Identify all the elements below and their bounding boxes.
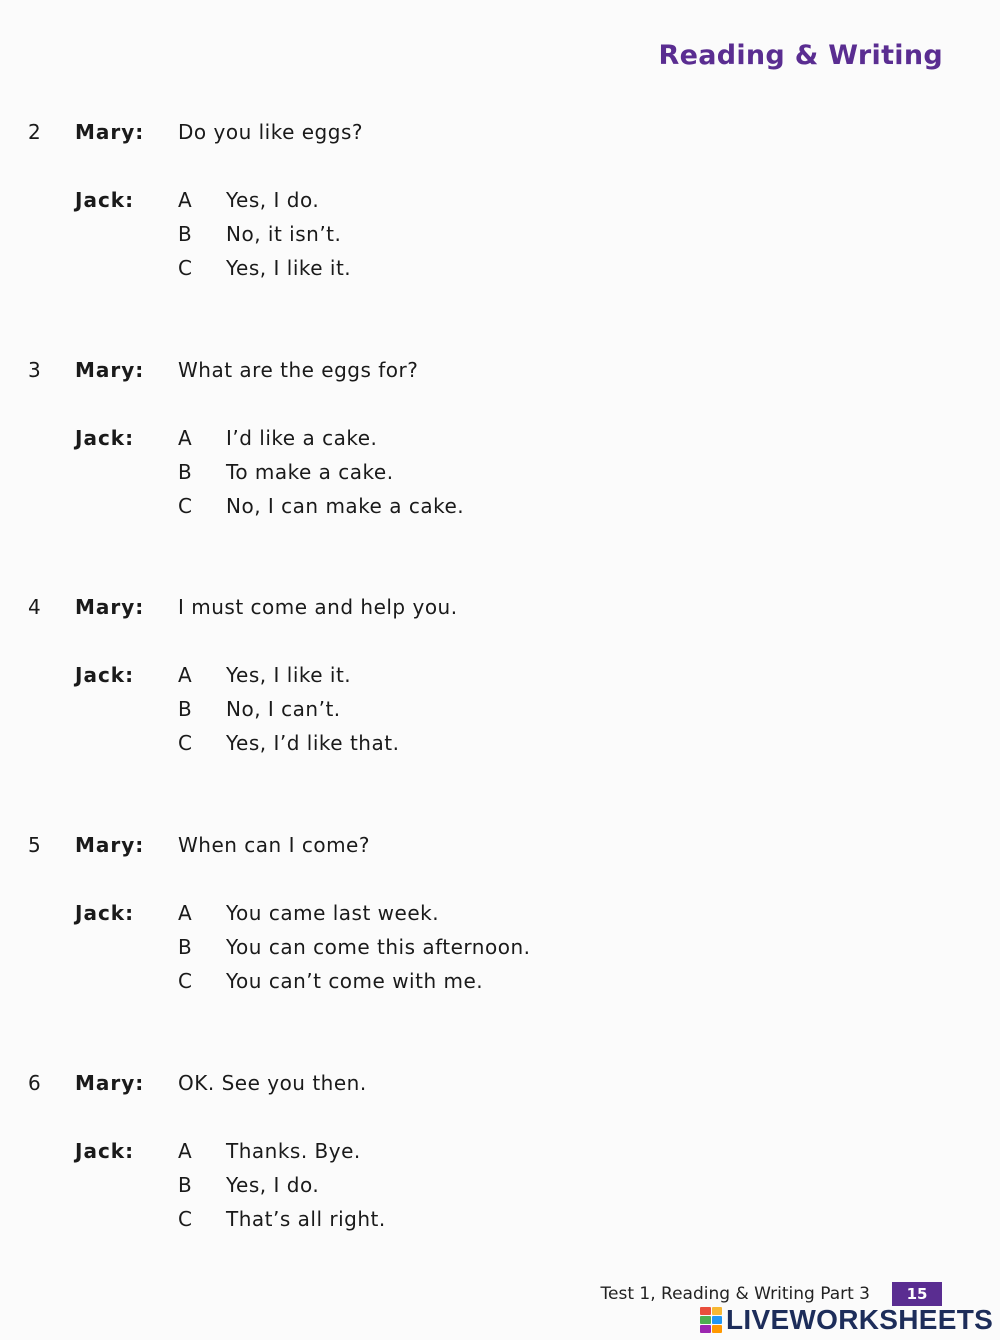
logo-tile [712,1316,723,1324]
option-letter: B [178,460,193,484]
page-number-badge: 15 [892,1282,942,1306]
speaker-jack: Jack: [75,1139,135,1163]
question-number: 4 [28,595,41,619]
watermark-text: LIVEWORKSHEETS [726,1304,994,1335]
logo-tile [700,1325,711,1333]
option-letter: A [178,663,193,687]
option-letter: C [178,1207,193,1231]
speaker-jack: Jack: [75,426,135,450]
answer-option-a[interactable] [178,424,464,458]
question-prompt: Do you like eggs? [178,120,363,144]
option-letter: B [178,697,193,721]
answer-option-c[interactable] [178,967,531,1001]
option-letter: A [178,1139,193,1163]
answer-option-b[interactable] [178,695,399,729]
option-letter: C [178,731,193,755]
speaker-mary: Mary: [75,1071,145,1095]
answer-options [178,424,464,526]
question-number: 3 [28,358,41,382]
option-letter: A [178,426,193,450]
footer-caption: Test 1, Reading & Writing Part 3 [600,1284,870,1304]
option-text: Yes, I do. [226,1173,320,1197]
question-3 [0,356,1000,556]
option-text: To make a cake. [226,460,394,484]
option-text: That’s all right. [226,1207,386,1231]
option-text: Yes, I’d like that. [226,731,400,755]
question-number: 6 [28,1071,41,1095]
answer-option-b[interactable] [178,220,351,254]
speaker-mary: Mary: [75,595,145,619]
option-text: You can come this afternoon. [226,935,531,959]
option-text: Yes, I do. [226,188,320,212]
answer-option-c[interactable] [178,254,351,288]
speaker-mary: Mary: [75,358,145,382]
answer-option-a[interactable] [178,186,351,220]
question-number: 5 [28,833,41,857]
speaker-mary: Mary: [75,120,145,144]
option-letter: A [178,901,193,925]
speaker-jack: Jack: [75,663,135,687]
answer-option-c[interactable] [178,492,464,526]
speaker-jack: Jack: [75,188,135,212]
option-text: Thanks. Bye. [226,1139,361,1163]
option-letter: B [178,935,193,959]
option-text: You can’t come with me. [226,969,484,993]
answer-option-a[interactable] [178,1137,386,1171]
logo-tile [700,1316,711,1324]
option-letter: B [178,1173,193,1197]
option-letter: C [178,256,193,280]
option-letter: A [178,188,193,212]
question-prompt: What are the eggs for? [178,358,419,382]
question-6 [0,1069,1000,1269]
question-prompt: I must come and help you. [178,595,458,619]
option-text: Yes, I like it. [226,256,352,280]
answer-option-a[interactable] [178,661,399,695]
option-text: No, I can’t. [226,697,341,721]
answer-option-a[interactable] [178,899,531,933]
option-text: Yes, I like it. [226,663,352,687]
logo-tile [712,1325,723,1333]
logo-tile [712,1307,723,1315]
liveworksheets-logo-icon [700,1307,722,1333]
answer-option-c[interactable] [178,1205,386,1239]
answer-option-b[interactable] [178,458,464,492]
question-2 [0,118,1000,318]
question-prompt: OK. See you then. [178,1071,367,1095]
option-text: I’d like a cake. [226,426,378,450]
option-text: You came last week. [226,901,440,925]
speaker-mary: Mary: [75,833,145,857]
answer-option-b[interactable] [178,1171,386,1205]
option-text: No, I can make a cake. [226,494,465,518]
option-letter: C [178,969,193,993]
section-title: Reading & Writing [658,40,943,71]
option-letter: B [178,222,193,246]
option-letter: C [178,494,193,518]
question-5 [0,831,1000,1031]
answer-options [178,1137,386,1239]
answer-option-b[interactable] [178,933,531,967]
question-4 [0,593,1000,793]
question-number: 2 [28,120,41,144]
option-text: No, it isn’t. [226,222,342,246]
question-prompt: When can I come? [178,833,370,857]
answer-options [178,899,531,1001]
answer-options [178,186,351,288]
speaker-jack: Jack: [75,901,135,925]
watermark [700,1304,993,1336]
logo-tile [700,1307,711,1315]
answer-options [178,661,399,763]
answer-option-c[interactable] [178,729,399,763]
